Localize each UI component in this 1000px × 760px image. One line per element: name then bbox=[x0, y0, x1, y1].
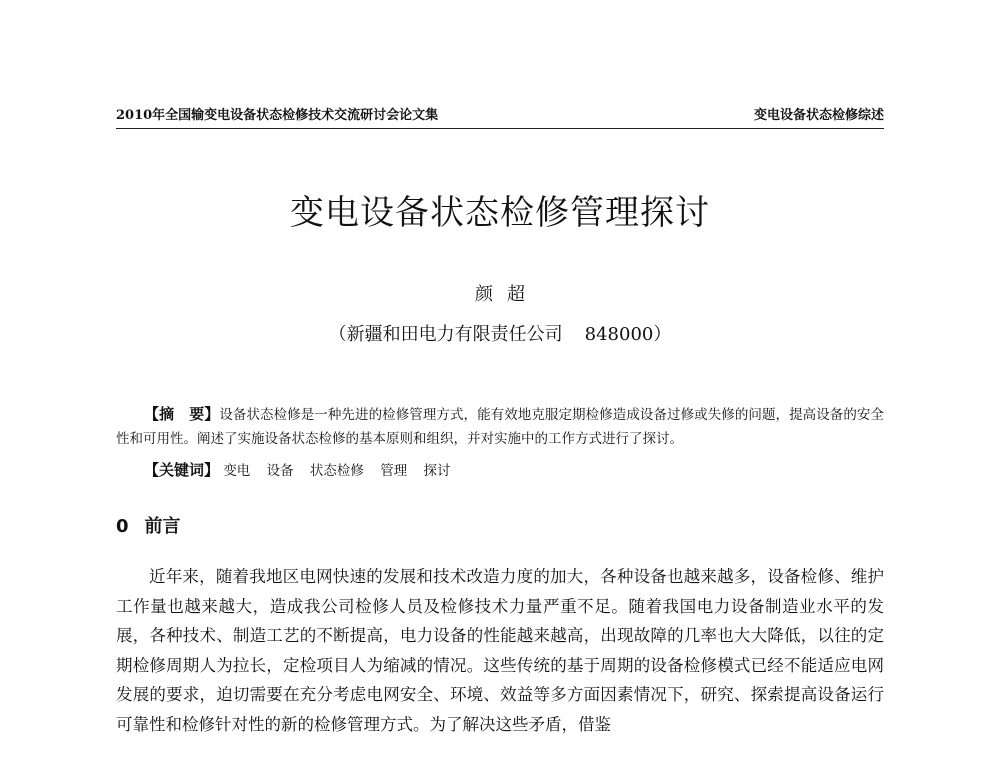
keywords-label: 【关键词】 bbox=[144, 461, 220, 479]
header-proceedings-title: 2010年全国输变电设备状态检修技术交流研讨会论文集 bbox=[116, 108, 439, 123]
author-name: 颜超 bbox=[475, 284, 539, 305]
section-heading bbox=[116, 514, 181, 540]
author-affiliation bbox=[0, 322, 1000, 348]
body-text bbox=[116, 562, 884, 760]
body-paragraph: 近年来，随着我地区电网快速的发展和技术改造力度的加大，各种设备也越来越多，设备检修、维护工作量也越来越大，造成我公司检修人员及检修技术力量严重不足。随着我国电力设备制造业水平的发展，各种技术、制造工艺的不断提高，电力设备的性能越来越高，出现故障的几率也大大降低，以往的定期检修周期人为拉长，定检项目人为缩减的情况。这些传统的基于周期的设备检修模式已经不能适应电网发展的要求，迫切需要在充分考虑电网安全、环境、效益等多方面因素情况下，研究、探索提高设备运行可靠性和检修针对性的新的检修管理方式。为了解决这些矛盾，借鉴 bbox=[116, 567, 884, 734]
section-title: 前言 bbox=[144, 516, 181, 537]
affiliation-org: （新疆和田电力有限责任公司 bbox=[328, 324, 563, 345]
abstract bbox=[116, 402, 884, 451]
keyword: 管理 bbox=[380, 463, 408, 479]
keywords bbox=[144, 458, 463, 483]
header-section-title: 变电设备状态检修综述 bbox=[753, 108, 884, 123]
keyword: 状态检修 bbox=[309, 463, 364, 479]
abstract-label: 【摘 要】 bbox=[144, 405, 220, 423]
affiliation-postcode: 848000） bbox=[584, 324, 672, 345]
paper-title: 变电设备状态检修管理探讨 bbox=[290, 193, 710, 233]
keyword: 探讨 bbox=[423, 463, 451, 479]
abstract-text: 设备状态检修是一种先进的检修管理方式，能有效地克服定期检修造成设备过修或失修的问题，提高设备的安全性和可用性。阐述了实施设备状态检修的基本原则和组织，并对实施中的工作方式进行了探讨。 bbox=[116, 407, 884, 447]
running-header bbox=[116, 106, 884, 129]
keyword: 设备 bbox=[266, 463, 294, 479]
keyword: 变电 bbox=[223, 463, 251, 479]
section-number: 0 bbox=[116, 516, 129, 537]
